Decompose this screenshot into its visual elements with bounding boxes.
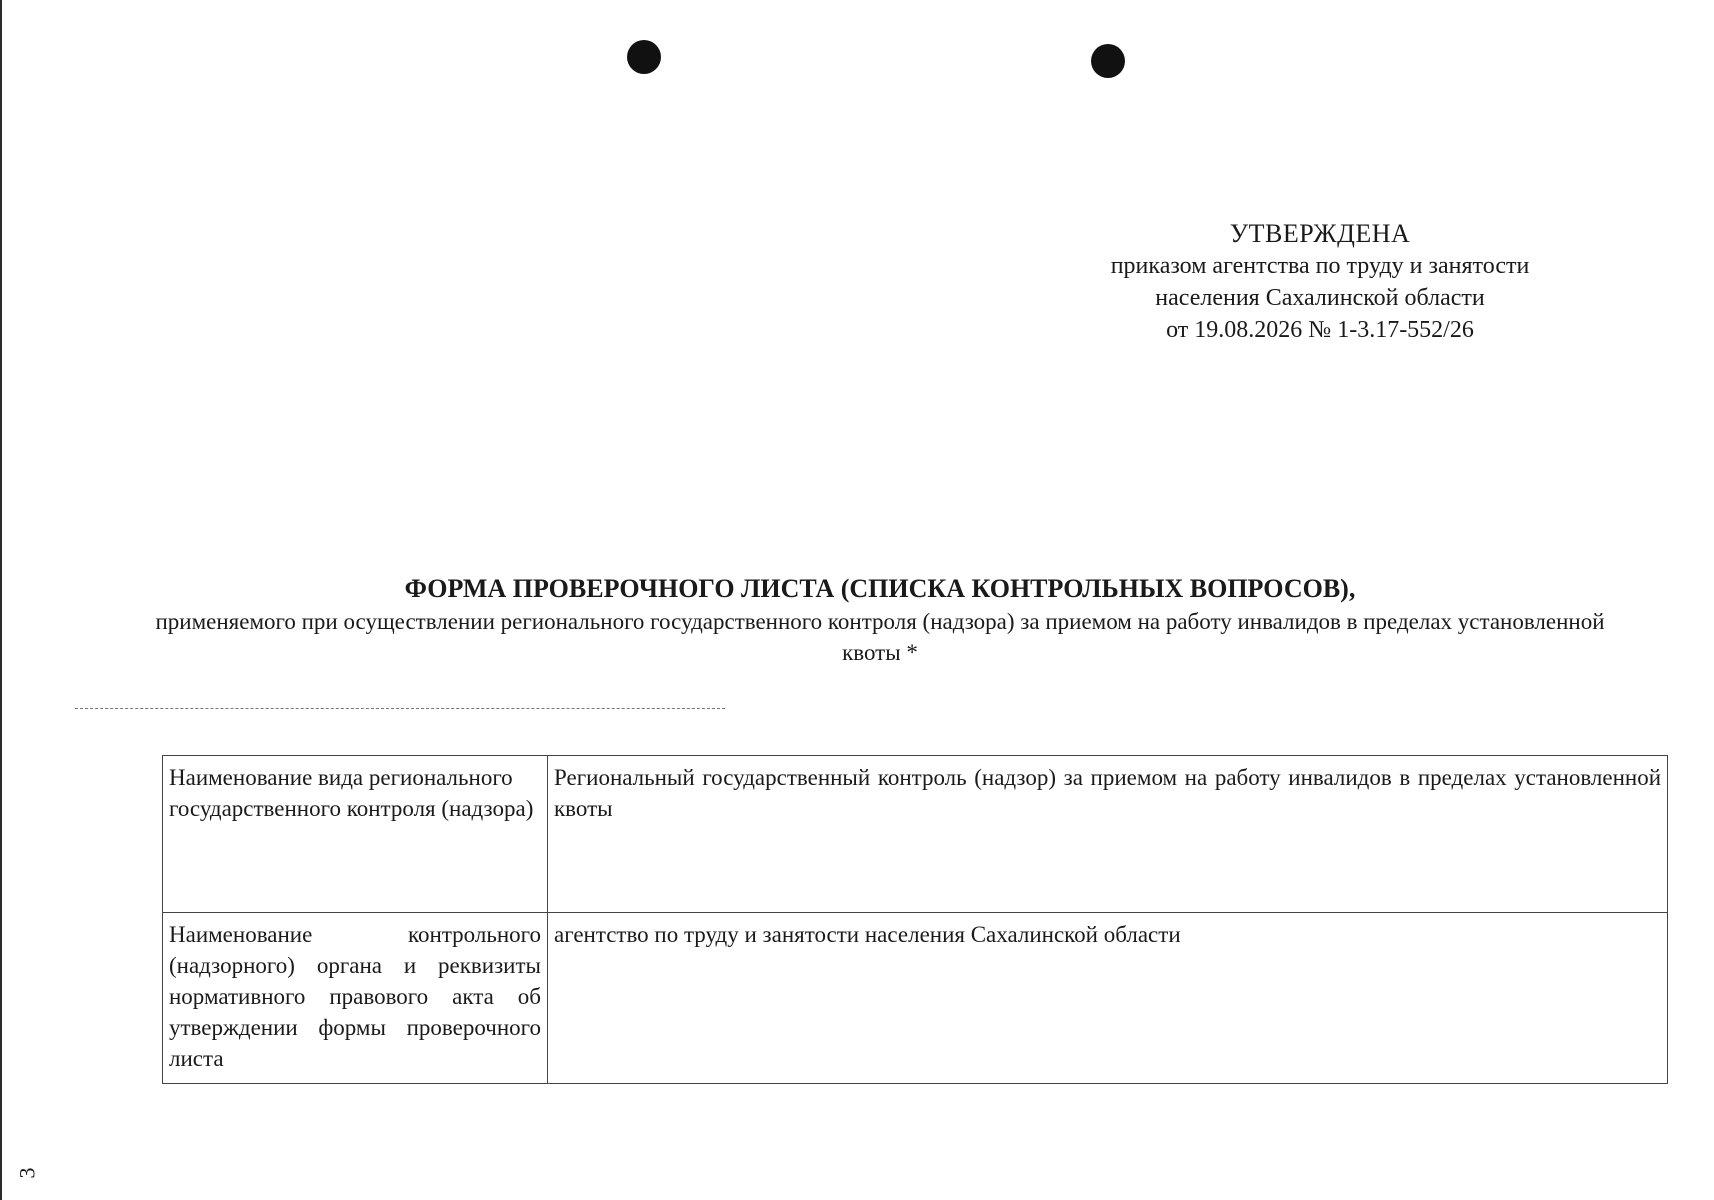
approval-block [1060, 218, 1580, 346]
approval-line-2: населения Сахалинской области [1155, 285, 1485, 311]
info-table [162, 755, 1668, 1084]
approval-line-3: от 19.08.2026 № 1-3.17-552/26 [1166, 317, 1474, 343]
table-row [163, 756, 1668, 913]
dashed-divider [75, 708, 725, 709]
form-title: ФОРМА ПРОВЕРОЧНОГО ЛИСТА (СПИСКА КОНТРОЛЬНЫХ ВОПРОСОВ), [404, 574, 1356, 603]
punch-hole-left [627, 40, 661, 74]
table-label-cell: Наименование вида регионального государственного контроля (надзора) [163, 756, 548, 913]
approval-line-1: приказом агентства по труду и занятости [1110, 253, 1530, 279]
page-number: 3 [14, 1167, 40, 1179]
table-value-cell: агентство по труду и занятости населения Сахалинской области [548, 913, 1668, 1084]
approval-heading: УТВЕРЖДЕНА [1229, 219, 1411, 248]
table-row [163, 913, 1668, 1084]
form-title-block [150, 572, 1610, 668]
punch-hole-right [1091, 44, 1125, 78]
page-edge [0, 0, 2, 1200]
table-value-cell: Региональный государственный контроль (надзор) за приемом на работу инвалидов в пределах установленной квоты [548, 756, 1668, 913]
form-subtitle: применяемого при осуществлении регионального государственного контроля (надзора) за приемом на работу инвалидов в пределах установленной квоты * [155, 609, 1605, 665]
table-label-cell: Наименование контрольного (надзорного) органа и реквизиты нормативного правового акта об утверждении формы проверочного листа [163, 913, 548, 1084]
